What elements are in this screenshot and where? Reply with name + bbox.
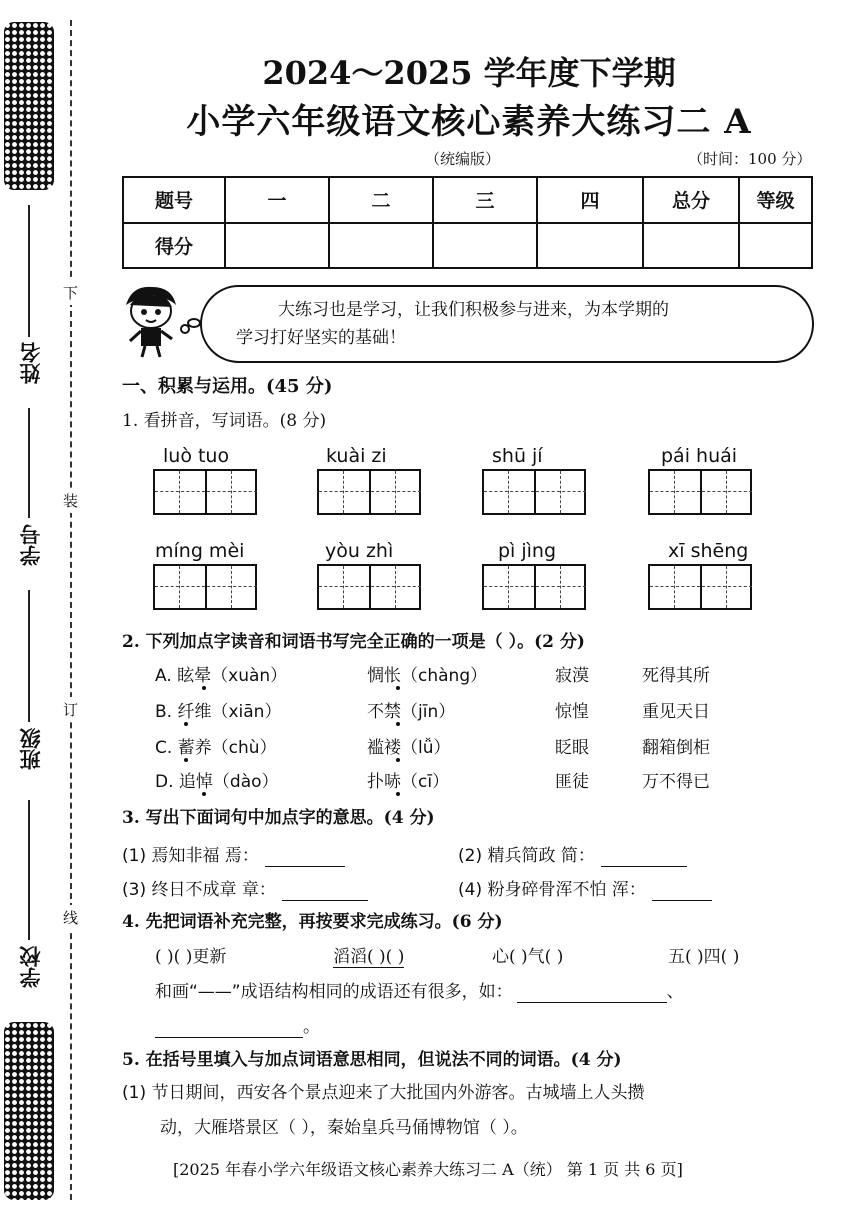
pinyin-label: luò tuo <box>163 445 230 467</box>
name-underline <box>28 205 30 337</box>
emphasis-dot <box>184 758 188 762</box>
option-a-word3: 寂漠 <box>555 666 589 686</box>
score-cell: 四 <box>537 177 643 223</box>
option-c-word3: 眨眼 <box>555 738 589 758</box>
pinyin-label: pì jìng <box>498 540 557 562</box>
school-label: 学校 <box>19 946 43 988</box>
pinyin-label: xī shēng <box>668 540 749 562</box>
score-input[interactable] <box>433 223 537 269</box>
emphasis-dot <box>396 758 400 762</box>
q3-item-4 <box>458 875 712 901</box>
score-input[interactable] <box>739 223 812 269</box>
writing-grid[interactable] <box>317 564 421 610</box>
cut-line <box>70 20 72 1200</box>
emphasis-dot <box>396 686 400 690</box>
score-input[interactable] <box>225 223 329 269</box>
q4-fill-4[interactable]: 五( )四( ) <box>668 947 740 967</box>
option-d-word2: 扑哧（cī） <box>367 772 450 792</box>
q4-line-2-text: 和画“——”成语结构相同的成语还有很多，如： <box>155 982 513 1002</box>
option-b-word2: 不禁（jīn） <box>367 702 456 722</box>
writing-grid[interactable] <box>153 564 257 610</box>
q2-title: 2. 下列加点字读音和词语书写完全正确的一项是（ ）。(2 分) <box>122 632 585 652</box>
exam-term: 2024～2025 学年度下学期 <box>262 54 676 92</box>
q4-title: 4. 先把词语补充完整，再按要求完成练习。(6 分) <box>122 912 503 932</box>
answer-blank[interactable] <box>155 1017 303 1038</box>
writing-grid[interactable] <box>153 469 257 515</box>
score-cell: 等级 <box>739 177 812 223</box>
pinyin-label: pái huái <box>661 445 738 467</box>
q3-item-1 <box>122 841 345 867</box>
option-c-word2: 褴褛（lǚ） <box>367 738 451 758</box>
option-c-word1: C. 蓄养（chù） <box>155 738 277 758</box>
cut-word-1: 下 <box>63 280 78 305</box>
writing-grid[interactable] <box>482 469 586 515</box>
score-input[interactable] <box>643 223 739 269</box>
option-d-word4: 万不得已 <box>642 772 710 792</box>
number-label: 学号 <box>19 524 43 566</box>
writing-grid[interactable] <box>482 564 586 610</box>
q4-line-3 <box>155 1012 320 1038</box>
cut-word-3: 订 <box>63 697 78 722</box>
answer-blank[interactable] <box>517 982 667 1003</box>
option-d-word3: 匪徒 <box>555 772 589 792</box>
option-d-word1: D. 追悼（dào） <box>155 772 279 792</box>
score-table <box>122 176 813 269</box>
class-underline <box>28 590 30 722</box>
pinyin-label: yòu zhì <box>325 540 394 562</box>
option-a-word1: A. 眩晕（xuàn） <box>155 666 288 686</box>
cut-word-4: 线 <box>63 905 78 930</box>
number-underline <box>28 408 30 518</box>
q1-title: 1. 看拼音，写词语。(8 分) <box>122 411 327 431</box>
q4-fill-3[interactable]: 心( )气( ) <box>492 947 564 967</box>
bubble-line-1: 大练习也是学习，让我们积极参与进来，为本学期的 <box>278 300 669 320</box>
score-table-row <box>123 223 812 269</box>
score-cell: 二 <box>329 177 433 223</box>
score-cell: 题号 <box>123 177 225 223</box>
edition-label: （统编版） <box>425 150 501 168</box>
q4-line-3-end: 。 <box>303 1017 320 1037</box>
option-c-word4: 翻箱倒柜 <box>642 738 710 758</box>
emphasis-dot <box>396 792 400 796</box>
q3-item-2 <box>458 841 687 867</box>
exam-title: 小学六年级语文核心素养大练习二 A <box>186 102 752 142</box>
option-b-word3: 惊惶 <box>555 702 589 722</box>
emphasis-dot <box>202 686 206 690</box>
answer-blank[interactable] <box>282 880 368 901</box>
q3-item-1-text: (1) 焉知非福 焉： <box>122 846 259 866</box>
q4-fill-1[interactable]: ( )( )更新 <box>155 947 227 967</box>
q4-line-2-end: 、 <box>666 982 684 1002</box>
class-label: 班级 <box>19 728 43 770</box>
q3-title: 3. 写出下面词句中加点字的意思。(4 分) <box>122 808 435 828</box>
score-cell: 三 <box>433 177 537 223</box>
emphasis-dot <box>202 792 206 796</box>
emphasis-dot <box>184 722 188 726</box>
score-row-label: 得分 <box>123 223 225 269</box>
school-underline <box>28 800 30 940</box>
q3-item-3-text: (3) 终日不成章 章： <box>122 880 276 900</box>
writing-grid[interactable] <box>648 564 752 610</box>
score-table-header <box>123 177 812 223</box>
q4-fill-2[interactable]: 滔滔( )( ) <box>333 942 404 968</box>
pinyin-label: míng mèi <box>155 540 245 562</box>
option-a-word4: 死得其所 <box>642 666 710 686</box>
option-b-word4: 重见天日 <box>642 702 710 722</box>
option-b-word1: B. 纤维（xiān） <box>155 702 282 722</box>
emphasis-dot <box>396 722 400 726</box>
time-label: （时间：100 分） <box>688 150 812 168</box>
bubble-line-2: 学习打好坚实的基础！ <box>236 328 406 348</box>
answer-blank[interactable] <box>265 846 345 867</box>
q5-title: 5. 在括号里填入与加点词语意思相同，但说法不同的词语。(4 分) <box>122 1050 622 1070</box>
q3-item-2-text: (2) 精兵简政 简： <box>458 846 595 866</box>
q4-line-2 <box>155 977 684 1003</box>
binding-pattern-bottom <box>4 1022 54 1200</box>
writing-grid[interactable] <box>648 469 752 515</box>
pinyin-label: shū jí <box>492 445 543 467</box>
q3-item-4-text: (4) 粉身碎骨浑不怕 浑： <box>458 880 646 900</box>
answer-blank[interactable] <box>652 880 712 901</box>
score-input[interactable] <box>329 223 433 269</box>
pinyin-label: kuài zi <box>326 445 387 467</box>
q3-item-3 <box>122 875 368 901</box>
writing-grid[interactable] <box>317 469 421 515</box>
page-footer: [2025 年春小学六年级语文核心素养大练习二 A（统） 第 1 页 共 6 页] <box>173 1160 683 1179</box>
q5-line-2: 动，大雁塔景区（ ），秦始皇兵马俑博物馆（ ）。 <box>160 1118 528 1138</box>
score-cell: 一 <box>225 177 329 223</box>
section-heading: 一、积累与运用。(45 分) <box>122 376 333 397</box>
answer-blank[interactable] <box>601 846 687 867</box>
q5-line-1: (1) 节日期间，西安各个景点迎来了大批国内外游客。古城墙上人头攒 <box>122 1083 645 1103</box>
name-label: 姓名 <box>19 342 43 384</box>
score-cell: 总分 <box>643 177 739 223</box>
option-a-word2: 惆怅（chàng） <box>367 666 488 686</box>
score-input[interactable] <box>537 223 643 269</box>
bubble-text <box>236 296 796 352</box>
student-cartoon-icon <box>118 283 208 361</box>
cut-word-2: 装 <box>63 488 78 513</box>
